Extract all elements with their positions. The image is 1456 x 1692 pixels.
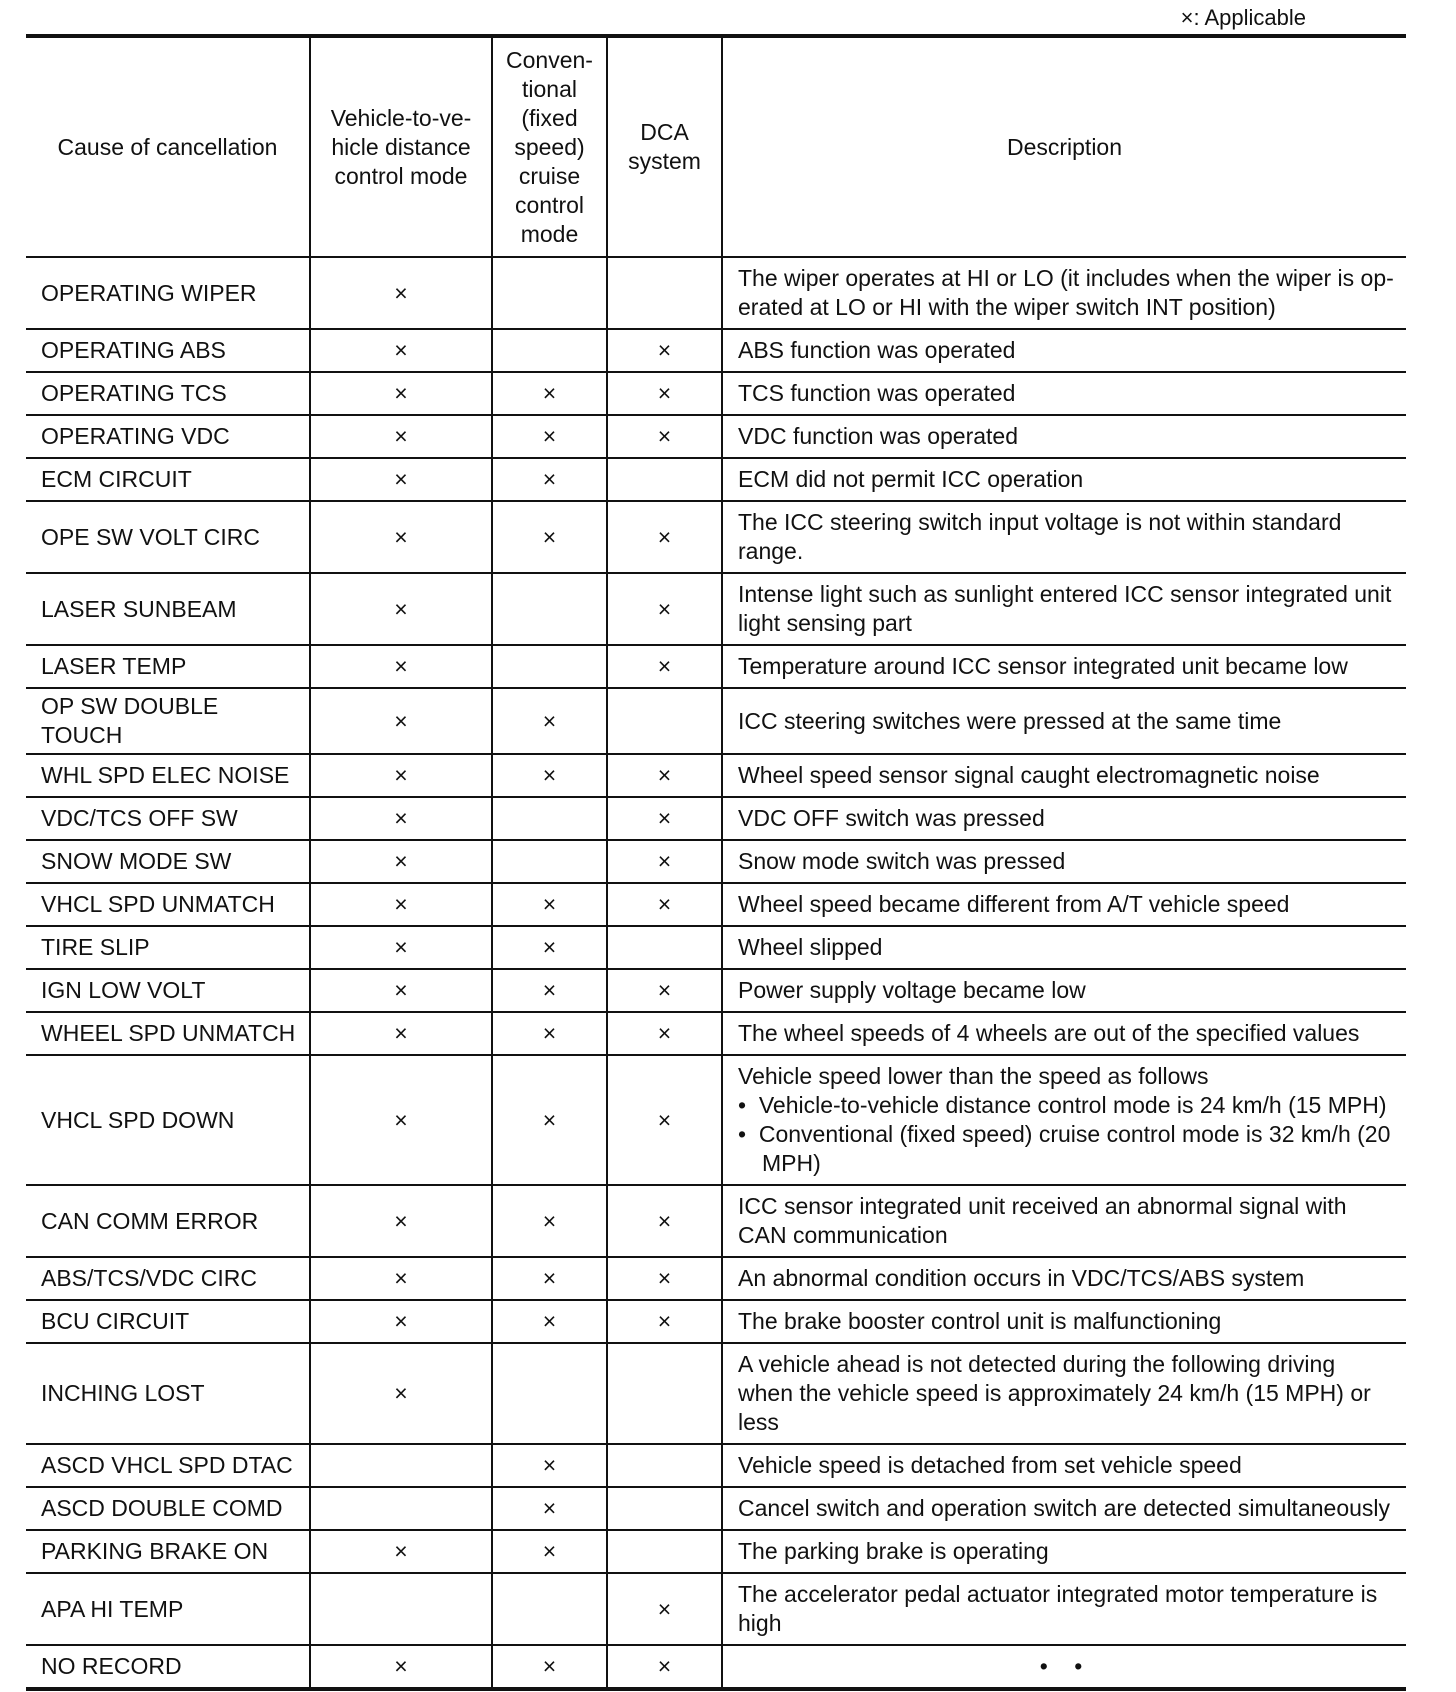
cause-cell: WHEEL SPD UNMATCH: [26, 1012, 310, 1055]
conventional-mark: ×: [542, 1106, 557, 1133]
description-cell: [722, 1444, 1406, 1487]
vehicle-distance-mark: ×: [394, 891, 408, 917]
conventional-mark: ×: [542, 1538, 557, 1564]
vehicle-distance-mark-cell: [310, 926, 492, 969]
conventional-mark-cell: [492, 645, 607, 688]
vehicle-distance-mark-cell: [310, 1444, 492, 1487]
description-cell: [722, 1185, 1406, 1257]
cause-cell: ASCD VHCL SPD DTAC: [26, 1444, 310, 1487]
vehicle-distance-mark: ×: [394, 1653, 408, 1679]
cause-cell: ECM CIRCUIT: [26, 458, 310, 501]
vehicle-distance-mark-cell: [310, 969, 492, 1012]
description-text: The parking brake is operating: [738, 1538, 1049, 1564]
description-text: • •: [1039, 1653, 1093, 1679]
vehicle-distance-mark-cell: [310, 1573, 492, 1645]
vehicle-distance-mark-cell: [310, 1645, 492, 1689]
conventional-mark: ×: [542, 466, 557, 492]
dca-mark: ×: [657, 423, 672, 449]
vehicle-distance-mark-cell: [310, 1012, 492, 1055]
conventional-mark: ×: [542, 1495, 557, 1521]
description-cell: [722, 372, 1406, 415]
description-cell: [722, 1055, 1406, 1185]
description-text: ABS function was operated: [738, 337, 1016, 363]
description-cell: [722, 1257, 1406, 1300]
cause-cell: VHCL SPD DOWN: [26, 1055, 310, 1185]
vehicle-distance-mark-cell: [310, 415, 492, 458]
description-cell: [722, 754, 1406, 797]
table-row: [26, 1645, 1406, 1689]
description-text: VDC function was operated: [738, 423, 1018, 449]
description-text: TCS function was operated: [738, 380, 1016, 406]
dca-mark: ×: [657, 595, 672, 622]
conventional-mark: ×: [542, 762, 557, 788]
cause-cell: OP SW DOUBLE TOUCH: [26, 688, 310, 754]
conventional-mark-cell: [492, 372, 607, 415]
dca-mark-cell: [607, 1185, 722, 1257]
table-row: [26, 1573, 1406, 1645]
dca-mark: ×: [657, 805, 672, 831]
header-conventional-mode: Conven- tional (fixed speed) cruise control mode: [492, 36, 607, 257]
vehicle-distance-mark: ×: [394, 805, 408, 831]
conventional-mark-cell: [492, 573, 607, 645]
conventional-mark: ×: [542, 523, 557, 550]
header-dca-system: DCA system: [607, 36, 722, 257]
table-row: [26, 883, 1406, 926]
description-cell: [722, 1343, 1406, 1444]
header-cause: Cause of cancellation: [26, 36, 310, 257]
description-text: A vehicle ahead is not detected during the following driving when the vehicle speed is approximately 24 km/h (15 MPH) or less: [738, 1351, 1371, 1435]
conventional-mark: ×: [542, 1452, 557, 1478]
table-row: [26, 372, 1406, 415]
cause-cell: CAN COMM ERROR: [26, 1185, 310, 1257]
table-row: [26, 1185, 1406, 1257]
vehicle-distance-mark: ×: [394, 1207, 408, 1234]
description-cell: [722, 1530, 1406, 1573]
description-cell: [722, 573, 1406, 645]
vehicle-distance-mark-cell: [310, 688, 492, 754]
conventional-mark: ×: [542, 707, 557, 734]
vehicle-distance-mark: ×: [394, 337, 408, 363]
dca-mark: ×: [657, 1207, 672, 1234]
description-text: Vehicle speed is detached from set vehicle speed: [738, 1452, 1242, 1478]
vehicle-distance-mark: ×: [394, 1106, 408, 1133]
header-vehicle-distance-mode: Vehicle-to-ve- hicle distance control mode: [310, 36, 492, 257]
dca-mark-cell: [607, 840, 722, 883]
description-text: Wheel speed became different from A/T vehicle speed: [738, 891, 1290, 917]
dca-mark: ×: [657, 977, 672, 1003]
description-cell: [722, 1645, 1406, 1689]
dca-mark-cell: [607, 415, 722, 458]
description-cell: [722, 329, 1406, 372]
table-row: [26, 797, 1406, 840]
description-cell: [722, 257, 1406, 329]
conventional-mark-cell: [492, 688, 607, 754]
description-text: VDC OFF switch was pressed: [738, 805, 1045, 831]
vehicle-distance-mark-cell: [310, 257, 492, 329]
vehicle-distance-mark-cell: [310, 645, 492, 688]
vehicle-distance-mark: ×: [394, 977, 408, 1003]
table-row: [26, 458, 1406, 501]
vehicle-distance-mark: ×: [394, 523, 408, 550]
conventional-mark: ×: [542, 934, 557, 960]
table-row: [26, 329, 1406, 372]
vehicle-distance-mark-cell: [310, 840, 492, 883]
description-cell: [722, 840, 1406, 883]
vehicle-distance-mark: ×: [394, 1265, 408, 1291]
vehicle-distance-mark: ×: [394, 466, 408, 492]
table-row: [26, 1257, 1406, 1300]
conventional-mark-cell: [492, 415, 607, 458]
conventional-mark-cell: [492, 501, 607, 573]
cause-cell: BCU CIRCUIT: [26, 1300, 310, 1343]
cause-cell: VHCL SPD UNMATCH: [26, 883, 310, 926]
cause-cell: ASCD DOUBLE COMD: [26, 1487, 310, 1530]
conventional-mark-cell: [492, 1300, 607, 1343]
legend-applicable: ×: Applicable: [1180, 5, 1306, 30]
vehicle-distance-mark: ×: [394, 653, 408, 679]
description-cell: [722, 1300, 1406, 1343]
description-text: The brake booster control unit is malfunctioning: [738, 1308, 1222, 1334]
conventional-mark: ×: [542, 891, 557, 917]
vehicle-distance-mark-cell: [310, 573, 492, 645]
description-cell: [722, 688, 1406, 754]
dca-mark-cell: [607, 573, 722, 645]
cause-cell: APA HI TEMP: [26, 1573, 310, 1645]
conventional-mark-cell: [492, 969, 607, 1012]
dca-mark-cell: [607, 1012, 722, 1055]
description-text: An abnormal condition occurs in VDC/TCS/ABS system: [738, 1265, 1305, 1291]
cause-cell: OPE SW VOLT CIRC: [26, 501, 310, 573]
conventional-mark: ×: [542, 423, 557, 449]
description-cell: [722, 501, 1406, 573]
table-row: [26, 840, 1406, 883]
vehicle-distance-mark-cell: [310, 1530, 492, 1573]
vehicle-distance-mark-cell: [310, 1487, 492, 1530]
cause-cell: INCHING LOST: [26, 1343, 310, 1444]
description-text: ICC steering switches were pressed at the same time: [738, 707, 1282, 734]
table-row: [26, 1530, 1406, 1573]
dca-mark: ×: [657, 1653, 672, 1679]
vehicle-distance-mark: ×: [394, 1380, 408, 1406]
dca-mark: ×: [657, 380, 672, 406]
description-cell: [722, 969, 1406, 1012]
conventional-mark-cell: [492, 883, 607, 926]
description-text: Intense light such as sunlight entered ICC sensor integrated unit light sensing part: [738, 581, 1392, 636]
table-row: [26, 969, 1406, 1012]
dca-mark: ×: [657, 848, 672, 874]
description-cell: [722, 1012, 1406, 1055]
description-cell: [722, 1573, 1406, 1645]
table-row: [26, 1012, 1406, 1055]
vehicle-distance-mark-cell: [310, 501, 492, 573]
description-text: The ICC steering switch input voltage is not within standard range.: [738, 509, 1342, 564]
description-cell: [722, 645, 1406, 688]
table-row: [26, 754, 1406, 797]
description-text: The wheel speeds of 4 wheels are out of the specified values: [738, 1020, 1360, 1046]
conventional-mark: ×: [542, 1653, 557, 1679]
vehicle-distance-mark-cell: [310, 1257, 492, 1300]
dca-mark: ×: [657, 523, 672, 550]
conventional-mark-cell: [492, 1257, 607, 1300]
dca-mark-cell: [607, 501, 722, 573]
cause-cell: IGN LOW VOLT: [26, 969, 310, 1012]
vehicle-distance-mark-cell: [310, 458, 492, 501]
description-text: Wheel speed sensor signal caught electromagnetic noise: [738, 762, 1320, 788]
conventional-mark-cell: [492, 840, 607, 883]
dca-mark-cell: [607, 372, 722, 415]
conventional-mark: ×: [542, 380, 557, 406]
dca-mark-cell: [607, 1343, 722, 1444]
vehicle-distance-mark: ×: [394, 380, 408, 406]
dca-mark: ×: [657, 891, 672, 917]
conventional-mark: ×: [542, 1020, 557, 1046]
conventional-mark: ×: [542, 977, 557, 1003]
dca-mark: ×: [657, 653, 672, 679]
vehicle-distance-mark: ×: [394, 595, 408, 622]
conventional-mark-cell: [492, 1185, 607, 1257]
conventional-mark-cell: [492, 1055, 607, 1185]
description-cell: [722, 458, 1406, 501]
table-row: [26, 573, 1406, 645]
description-text: Wheel slipped: [738, 934, 883, 960]
table-row: [26, 1487, 1406, 1530]
conventional-mark-cell: [492, 1530, 607, 1573]
table-row: [26, 1444, 1406, 1487]
vehicle-distance-mark: ×: [394, 848, 408, 874]
cause-cell: VDC/TCS OFF SW: [26, 797, 310, 840]
description-cell: [722, 797, 1406, 840]
description-cell: [722, 1487, 1406, 1530]
dca-mark-cell: [607, 883, 722, 926]
conventional-mark-cell: [492, 1012, 607, 1055]
cause-cell: PARKING BRAKE ON: [26, 1530, 310, 1573]
dca-mark: ×: [657, 1308, 672, 1334]
cause-cell: OPERATING WIPER: [26, 257, 310, 329]
dca-mark-cell: [607, 969, 722, 1012]
cause-cell: NO RECORD: [26, 1645, 310, 1689]
dca-mark-cell: [607, 1257, 722, 1300]
vehicle-distance-mark: ×: [394, 279, 408, 306]
dca-mark-cell: [607, 1530, 722, 1573]
conventional-mark-cell: [492, 1487, 607, 1530]
table-row: [26, 688, 1406, 754]
description-bullet: • Vehicle-to-vehicle distance control mode is 24 km/h (15 MPH): [738, 1092, 1387, 1118]
conventional-mark-cell: [492, 1573, 607, 1645]
dca-mark-cell: [607, 1055, 722, 1185]
description-text: ECM did not permit ICC operation: [738, 466, 1084, 492]
conventional-mark: ×: [542, 1265, 557, 1291]
vehicle-distance-mark: ×: [394, 1308, 408, 1334]
vehicle-distance-mark-cell: [310, 1185, 492, 1257]
description-text: The wiper operates at HI or LO (it includes when the wiper is op-erated at LO or HI with the wiper switch INT position): [738, 265, 1394, 320]
vehicle-distance-mark-cell: [310, 329, 492, 372]
description-text: Vehicle speed lower than the speed as follows: [738, 1063, 1209, 1089]
vehicle-distance-mark: ×: [394, 1538, 408, 1564]
dca-mark-cell: [607, 797, 722, 840]
dca-mark-cell: [607, 926, 722, 969]
description-cell: [722, 415, 1406, 458]
description-text: ICC sensor integrated unit received an abnormal signal with CAN communication: [738, 1193, 1347, 1248]
conventional-mark-cell: [492, 257, 607, 329]
table-row: [26, 1055, 1406, 1185]
cause-cell: OPERATING VDC: [26, 415, 310, 458]
vehicle-distance-mark: ×: [394, 1020, 408, 1046]
conventional-mark-cell: [492, 797, 607, 840]
description-cell: [722, 883, 1406, 926]
table-row: [26, 1300, 1406, 1343]
conventional-mark: ×: [542, 1207, 557, 1234]
conventional-mark-cell: [492, 1343, 607, 1444]
cause-cell: WHL SPD ELEC NOISE: [26, 754, 310, 797]
conventional-mark-cell: [492, 754, 607, 797]
description-text: Power supply voltage became low: [738, 977, 1086, 1003]
dca-mark-cell: [607, 1645, 722, 1689]
vehicle-distance-mark: ×: [394, 934, 408, 960]
vehicle-distance-mark-cell: [310, 754, 492, 797]
header-description: Description: [722, 36, 1406, 257]
cause-cell: TIRE SLIP: [26, 926, 310, 969]
dca-mark: ×: [657, 1265, 672, 1291]
dca-mark: ×: [657, 1595, 672, 1622]
conventional-mark-cell: [492, 926, 607, 969]
vehicle-distance-mark-cell: [310, 883, 492, 926]
cause-cell: ABS/TCS/VDC CIRC: [26, 1257, 310, 1300]
description-text: The accelerator pedal actuator integrated motor temperature is high: [738, 1581, 1378, 1636]
vehicle-distance-mark-cell: [310, 797, 492, 840]
cause-cell: LASER SUNBEAM: [26, 573, 310, 645]
table-header-row: [26, 36, 1406, 257]
vehicle-distance-mark-cell: [310, 1300, 492, 1343]
table-row: [26, 1343, 1406, 1444]
description-text: Temperature around ICC sensor integrated unit became low: [738, 653, 1348, 679]
table-row: [26, 926, 1406, 969]
vehicle-distance-mark: ×: [394, 423, 408, 449]
dca-mark-cell: [607, 1444, 722, 1487]
description-bullet: • Conventional (fixed speed) cruise control mode is 32 km/h (20 MPH): [738, 1121, 1391, 1176]
vehicle-distance-mark-cell: [310, 372, 492, 415]
dca-mark-cell: [607, 645, 722, 688]
table-row: [26, 501, 1406, 573]
description-text: Snow mode switch was pressed: [738, 848, 1066, 874]
vehicle-distance-mark-cell: [310, 1055, 492, 1185]
cause-cell: OPERATING ABS: [26, 329, 310, 372]
dca-mark-cell: [607, 1487, 722, 1530]
dca-mark: ×: [657, 762, 672, 788]
vehicle-distance-mark: ×: [394, 707, 408, 734]
dca-mark: ×: [657, 337, 672, 363]
conventional-mark: ×: [542, 1308, 557, 1334]
dca-mark-cell: [607, 1573, 722, 1645]
cause-cell: OPERATING TCS: [26, 372, 310, 415]
table-row: [26, 415, 1406, 458]
dca-mark-cell: [607, 257, 722, 329]
dca-mark-cell: [607, 1300, 722, 1343]
cause-cell: SNOW MODE SW: [26, 840, 310, 883]
conventional-mark-cell: [492, 458, 607, 501]
dca-mark: ×: [657, 1106, 672, 1133]
dca-mark-cell: [607, 329, 722, 372]
conventional-mark-cell: [492, 1645, 607, 1689]
conventional-mark-cell: [492, 1444, 607, 1487]
conventional-mark-cell: [492, 329, 607, 372]
dca-mark-cell: [607, 458, 722, 501]
dca-mark: ×: [657, 1020, 672, 1046]
cancellation-cause-table: [26, 34, 1406, 1691]
dca-mark-cell: [607, 754, 722, 797]
dca-mark-cell: [607, 688, 722, 754]
vehicle-distance-mark: ×: [394, 762, 408, 788]
table-row: [26, 645, 1406, 688]
table-row: [26, 257, 1406, 329]
vehicle-distance-mark-cell: [310, 1343, 492, 1444]
description-cell: [722, 926, 1406, 969]
description-text: Cancel switch and operation switch are detected simultaneously: [738, 1495, 1391, 1521]
cause-cell: LASER TEMP: [26, 645, 310, 688]
